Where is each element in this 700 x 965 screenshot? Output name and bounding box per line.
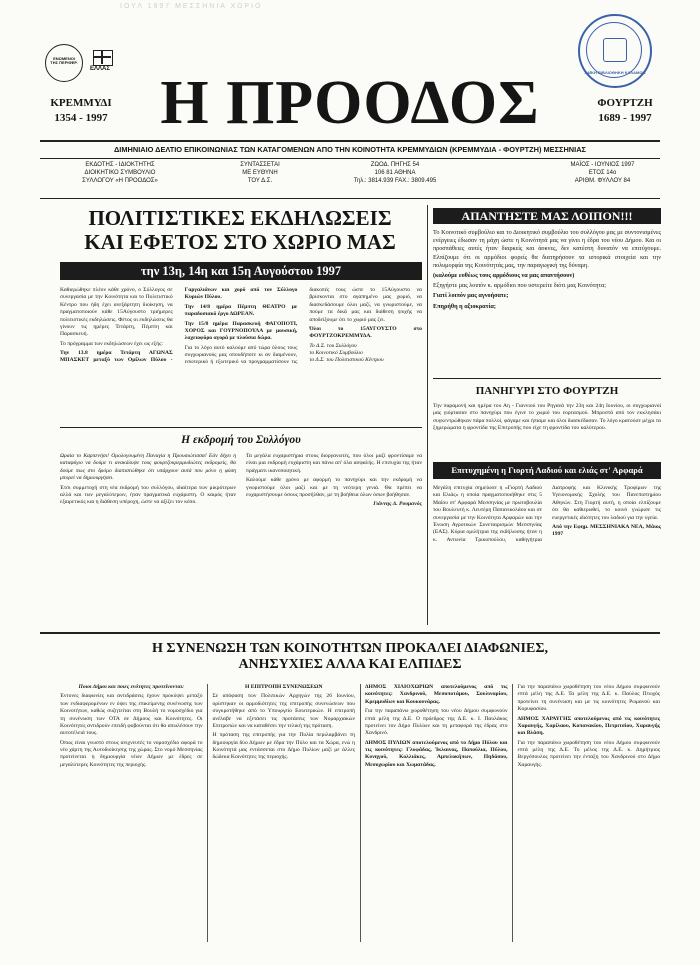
publisher-line: ΔΙΟΙΚΗΤΙΚΟ ΣΥΜΒΟΥΛΙΟ — [84, 169, 156, 176]
merger-municipality: ΔΗΜΟΣ ΧΙΛΙΟΧΩΡΙΩΝ αποτελούμενος από τις κοινότητες: Χανδρινού, Μεσοποτάμου, Σουλιναρίου, Κρεμμυδίων και Κουκουνάρας. — [365, 684, 508, 705]
events-headline-line: ΠΟΛΙΤΙΣΤΙΚΕΣ ΕΚΔΗΛΩΣΕΙΣ — [88, 206, 392, 230]
issue-info — [545, 162, 660, 185]
editor-line: ΤΟΥ Δ.Σ. — [247, 177, 273, 184]
issue-line: ΕΤΟΣ 14ο — [588, 169, 617, 176]
address-line: ΖΩΟΔ. ΠΗΓΗΣ 54 — [370, 162, 420, 168]
merger-headline — [45, 641, 655, 673]
merger-paragraph: Σε απόφαση των Πολιτικών Αρχηγών της 26 Ιουνίου, ορίστηκαν οι αρμοδιότητες της επιτροπής συνενώσεων που συγκροτήθηκε από το Υπουργείο Εσωτερικών. Η επιτροπή ανέλαβε να εξετάσει τις προτάσεις των Νομαρχιακών Επιτροπών και να καταθέσει την τελική της πρόταση. — [212, 693, 355, 729]
events-signature: το Κοινοτικό Συμβούλιο — [309, 350, 363, 356]
trip-paragraph: Τα μεγάλα ευχαριστήρια στους διοργανωτές, που όλοι μαζί φροντίσαμε να είναι μια εκδρομή ευχάριστη και πάνω απ' όλα ασφαλής. Η επιτυχία της ήταν πράγματι ικανοποιητική. — [246, 453, 422, 474]
publisher-info — [60, 162, 180, 185]
merger-paragraph: Έντονες διαφωνίες και αντιδράσεις έχουν προκύψει μεταξύ των ενδιαφερομένων εν όψει της επικείμενης συνένωσης των Κοινοτήτων, καθώς συζητείται στη Βουλή το νομοσχέδιο για τη συνένωση των ΟΤΑ σε Δήμους και Κοινότητες. Οι Κοινότητες αντιδρούν επειδή φοβούνται ότι θα απωλέσουν την αυτοτέλειά τους. — [60, 693, 203, 737]
association-logo — [45, 44, 83, 82]
issue-line: ΜΑΪΟΣ - ΙΟΥΝΙΟΣ 1997 — [570, 162, 635, 168]
publisher-line: ΕΚΔΟΤΗΣ - ΙΔΙΟΚΤΗΤΗΣ — [85, 162, 155, 168]
merger-municipality: ΔΗΜΟΣ ΠΥΛΙΩΝ αποτελούμενος από το Δήμο Πύλου και τις κοινότητες: Γλυφάδας, Ίκλαινας, Παπούλια, Πύλου, Κυνηγού, Κολλιάκες, Αμπελοκήπων, Πηδάσου, Μεσοχωρίου και Χωματάδας. — [365, 739, 508, 768]
oil-festival-source: Από την Εφημ. ΜΕΣΣΗΝΙΑΚΑ ΝΕΑ, Μάιος 1997 — [552, 523, 661, 538]
publisher-line: ΣΥΛΛΟΓΟΥ «Η ΠΡΟΟΔΟΣ» — [82, 177, 158, 184]
merger-headline-line: Η ΣΥΝΕΝΩΣΗ ΤΩΝ ΚΟΙΝΟΤΗΤΩΝ ΠΡΟΚΑΛΕΙ ΔΙΑΦΩΝΙΕΣ, — [152, 641, 548, 656]
events-headline — [58, 207, 422, 254]
events-date-banner: την 13η, 14η και 15η Αυγούστου 1997 — [60, 262, 422, 280]
events-paragraph: Το πρόγραμμα των εκδηλώσεων έχει ως εξής: — [60, 340, 163, 347]
events-signature: Το Δ.Σ. του Συλλόγου — [309, 342, 357, 349]
trip-author: Γιάννης Δ. Ρουμανός — [373, 501, 422, 508]
oil-festival-body — [433, 485, 661, 625]
trip-headline: Η εκδρομή του Συλλόγου — [181, 434, 301, 446]
editor-line: ΣΥΝΤΑΣΣΕΤΑΙ — [240, 162, 280, 168]
merger-municipality: ΔΗΜΟΣ ΧΑΡΑΥΓΗΣ αποτελούμενος από τις κοινότητες Χαραυγής, Χαρίλαου, Κοπανακίου, Πετριτσίου, Χαραυγής και Βλάση. — [517, 715, 660, 737]
editor-info — [225, 162, 295, 185]
left-place: ΚΡΕΜΜΥΔΙ — [50, 97, 112, 109]
editor-line: ΜΕ ΕΥΘΥΝΗ — [242, 169, 278, 176]
events-paragraph: Την 15/8 ημέρα Παρασκευή ΦΑΓΟΠΟΤΙ, ΧΟΡΟΣ και ΓΟΥΡΝΟΠΟΥΛΑ με μουσική, λαχειοφόρο αγορά με πλούσια δώρα. — [184, 320, 298, 342]
trip-paragraph: Έτσι συμμετοχή στη νέα εκδρομή του συλλόγου, ιδιαίτερα των μικρότερων αλλά και των μεγαλύτερων, ήταν πραγματικά ευχάριστη. Ο καιρός ήταν εξαιρετικός και η διάθεση υπέροχη, ώστε να αξίζει τον κόπο. — [60, 484, 236, 506]
merger-question: Ποιοι Δήμοι και ποιες ενότητες προτείνονται: — [78, 684, 184, 690]
masthead-subtitle: ΔΙΜΗΝΙΑΙΟ ΔΕΛΤΙΟ ΕΠΙΚΟΙΝΩΝΙΑΣ ΤΩΝ ΚΑΤΑΓΟΜΕΝΩΝ ΑΠΟ ΤΗΝ ΚΟΙΝΟΤΗΤΑ ΚΡΕΜΜΥΔΙΩΝ (ΚΡΕΜΜΥΔΙΑ - ΦΟΥΡΤΖΗ) ΜΕΣΣΗΝΙΑΣ — [114, 145, 586, 154]
left-years: 1354 - 1997 — [54, 111, 108, 124]
association-logo-text: ΕΝΩΜΕΝΟΙ ΤΗΣ ΠΕΡΙΦΕΡ. — [50, 56, 78, 66]
appeal-question: Επηρήθη η αξιοκρατία; — [433, 302, 496, 310]
appeal-question: Γιατί λοιπόν μας αγνοήσατε; — [433, 292, 509, 300]
address-line: 106 81 ΑΘΗΝΑ — [374, 169, 416, 176]
merger-paragraph: Η πρόταση της επιτροπής για την Πυλία περιλαμβάνει τη δημιουργία δύο Δήμων με έδρα την Πύλο και τα Χώρα, ενώ η Κοινότητά μας εντάσσεται στο Δήμο Πυλίων μαζί με άλλες δώδεκα Κοινότητες της περιοχής. — [212, 732, 355, 761]
merger-subheading: Η ΕΠΙΤΡΟΠΗ ΣΥΝΕΝΩΣΕΩΝ — [244, 684, 323, 690]
festival-body: Την παραμονή και ημέρα του Αη - Γιαννιού του Ρηγανά την 23η και 24η Ιουνίου, οι συγχωριανοί μας γιόρτασαν στο πανηγύρι που έγινε το χωριό του εορτασμού. Μπροστά από τον εκκλησάκι συγκεντρώθηκαν πάρα πολλοί, φάγαμε και ήπιαμε και όλοι διασκέδασαν. Το λόγο κρατούσε μέχρι τα ξημερώματα η φροντίδα της Επιτροπής που είχε τη φροντίδα του καλύτερου. — [433, 403, 661, 432]
appeal-headline: ΑΠΑΝΤΗΣΤΕ ΜΑΣ ΛΟΙΠΟΝ!!! — [433, 208, 661, 224]
trip-paragraph: Καλούμε κάθε χρόνο με αφορμή το πανηγύρι και την εκδρομή να γνωριστούμε όλοι μαζί και με τη νεότερη γενιά. Θα πρέπει να ευχαριστήσουμε όσους προσήλθαν, με τη βοήθεια όλων όσων βοήθησαν. — [246, 477, 422, 498]
merger-paragraph: Για την παραπάνω χωροθέτηση του νέου Δήμου συμφωνούν επτά μέλη της Δ.Ε. Το μέλος της Δ.Ε. κ. Δημήτριος Βεργόπουλος προτείνει την ένταξη του Χανδρινού στο Δήμο Χαραυγής. — [517, 739, 660, 768]
right-years: 1689 - 1997 — [598, 111, 652, 124]
oil-festival-paragraph: Μεγάλη επιτυχία σημείωσε η «Γιορτή Λαδιού και Ελιάς» η οποία πραγματοποιήθηκε στις 5 Μαΐου στ' Αρφαρά Μεσσηνίας με πρωτοβουλία του Βουλευτή κ. Λευτέρη Παπανικολάου και σε συνεργασία με την Κοινότητα Αρφαρών και την Ένωση Αγροτικών Συνεταιρισμών Μεσσηνίας (ΕΑΣ). Κύρια ομιλήτρια της εκδήλωσης ήταν η κ. Αντωνία Τρικοπούλου, καθηγήτρια Διατροφής και Κλινικής Τροφίμων της Υγειονομικής Σχολής του Πανεπιστημίου Αθηνών. Στη Γιορτή αυτή, η οποία ελπίζουμε ότι θα καθιερωθεί, το κοινό γνώρισε τις ευεργετικές ιδιότητες του λαδιού για την υγεία. — [433, 485, 661, 543]
issue-line: ΑΡΙΘΜ. ΦΥΛΛΟΥ 84 — [574, 177, 631, 184]
right-place: ΦΟΥΡΤΖΗ — [597, 97, 653, 109]
events-call-to-action: Όλοι το 15ΑΥΓΟΥΣΤΟ στο ΦΟΥΡΤΖΟΚΡΕΜΜΥΔΑ. — [309, 325, 422, 340]
events-signature: το Δ.Σ. του Πολιτιστικού Κέντρου — [309, 357, 384, 364]
appeal-question: (καλούμε ευθέως τους αρμόδιους να μας απαντήσουν) — [433, 271, 575, 279]
greek-flag-logo — [88, 50, 116, 74]
events-paragraph: Την 14/8 ημέρα Πέμπτη ΘΕΑΤΡΟ με παραδοσιακό έργο ΔΩΡΕΑΝ. — [184, 303, 298, 318]
left-dateline — [48, 96, 114, 126]
trip-body — [60, 453, 422, 625]
appeal-paragraph: Εξηγήστε μας λοιπόν κ. αρμόδιοι που υστερείτε διότι μας Κοινότητα; — [433, 282, 606, 290]
library-stamp — [578, 14, 652, 88]
book-icon — [603, 38, 627, 62]
right-dateline — [588, 96, 662, 126]
festival-headline: ΠΑΝΗΓΥΡΙ ΣΤΟ ΦΟΥΡΤΖΗ — [475, 385, 619, 397]
events-paragraph: Καθιερώθηκε πλέον κάθε χρόνο, ο Σύλλογος σε συνεργασία με την Κοινότητα και το Πολιτιστικό Κέντρο που ήδη έχει ανεξάρτητη διοίκηση, να πραγματοποιούν κάθε 15Αύγουστο τριήμερες πολιτιστικές εκδηλώσεις. Φέτος οι εκδηλώσεις θα γίνουν τις ημέρες Τετάρτη, Πέμπτη και Παρασκευή. — [60, 287, 173, 338]
ghost-header-text: ΙΟΥΛ 1997 ΜΕΣΣΗΝΙΑ ΧΩΡΙΟ — [120, 3, 263, 10]
appeal-body — [433, 229, 661, 369]
events-body — [60, 287, 422, 420]
events-paragraph: Για το λόγο αυτό καλούμε από τώρα όλους τους συγχωριανούς μας οπουδήποτε κι αν διαμένουν, εσωτερικό ή εξωτερικό να προγραμματίσουν τις διακοπές τους ώστε το 15Αύγουστο να βρίσκονται στο αγαπημένο μας χωριό, να διασκεδάσουμε όλοι μαζί, να γνωριστούμε, να πούμε τα δικά μας και διάθεση ψυχής να αποδείξουμε ότι το χωριό μας ζει. — [184, 287, 422, 366]
merger-body — [60, 684, 660, 942]
merger-paragraph: Για την παραπάνω χωροθέτηση του νέου Δήμου συμφωνούν επτά μέλη της Δ.Ε. Τα μέλη της Δ.Ε. κ. Παύλος Πτωχός προτείνει τη συνένωση και με τις κοινότητες Ρωμανού και Κορυφασίου. — [517, 684, 660, 713]
appeal-paragraph: Το Κοινοτικό συμβούλιο και το Διοικητικό συμβούλιο του συλλόγου μας με συντονισμένες ενέργειες έδωσαν τη μάχη ώστε η Κοινότητά μας να γίνει η έδρα του νέου Δήμου. Και οι προσπάθειες αυτές ήταν διαρκείς και άοκνες, δεν κατέστη δυνατόν να επιτύχουμε. Ελπίζουμε ότι οι αρμόδιοι φορείς θα διατηρήσουν τα ιστορικά στοιχεία και την πολυμορφία της Κοινότητάς μας, την παραγωγική της δύναμη. — [433, 229, 661, 269]
merger-paragraph: Για την παραπάνω χωροθέτηση του νέου Δήμου συμφωνούν επτά μέλη της Δ.Ε. Ο πρόεδρος της Δ.Ε. κ. Ι. Παυλάκος προτείνει τον Δήμο Πυλίων και τη μεταφορά της έδρας στο Χανδρινό. — [365, 708, 508, 737]
library-stamp-text: ΛΑΪΚΗ ΒΙΒΛΙΟΘΗΚΗ ΚΑΛΑΜΩΝ — [584, 70, 646, 75]
events-paragraph: Την 13.8 ημέρα Τετάρτη ΑΓΩΝΑΣ ΜΠΑΣΚΕΤ μεταξύ των Ομίλων Πύλου - Γαργαλιάνων και χορό από τον Σύλλογο Κυριών Πύλου. — [60, 287, 298, 364]
merger-paragraph: Όπως είναι γνωστό στους ανιχνευτές το νομοσχέδιο αφορά το νέο χάρτη της Αυτοδιοίκησης της χώρας. Στο νομό Μεσσηνίας προτείνεται η δημιουργία νέων Δήμων με έδρες σε μεγαλύτερες Κοινότητες της περιοχής. — [60, 739, 203, 768]
address-line: Τηλ.: 3814.939 FAX.: 3809.495 — [353, 177, 437, 184]
newspaper-title: Η ΠΡΟΟΔΟΣ — [160, 69, 540, 137]
address-info — [320, 162, 470, 185]
greek-flag-logo-text: ΕΛΛΑΣ — [90, 66, 110, 72]
merger-headline-line: ΑΝΗΣΥΧΙΕΣ ΑΛΛΑ ΚΑΙ ΕΛΠΙΔΕΣ — [238, 657, 462, 673]
trip-paragraph: Ωραία το Καρπενήσι! Ομολογουμένη Παναγία η Προυσιώτισσα! Εάν δέχει η καταφύγιο να δούμε τι ανακάλυψε τους φουρτζοκρεμμυδιώτες εκδρομείς, θα δούμε πως στο δρόμο διαπιστώθηκε ότι υπάρχουν αυτά που μόνο η φύση μπορεί να δημιουργήσει. — [60, 453, 236, 482]
oil-festival-headline: Επιτυχημένη η Γιορτή Λαδιού και ελιάς στ' Αρφαρά — [433, 462, 661, 479]
events-headline-line: ΚΑΙ ΕΦΕΤΟΣ ΣΤΟ ΧΩΡΙΟ ΜΑΣ — [84, 229, 396, 254]
